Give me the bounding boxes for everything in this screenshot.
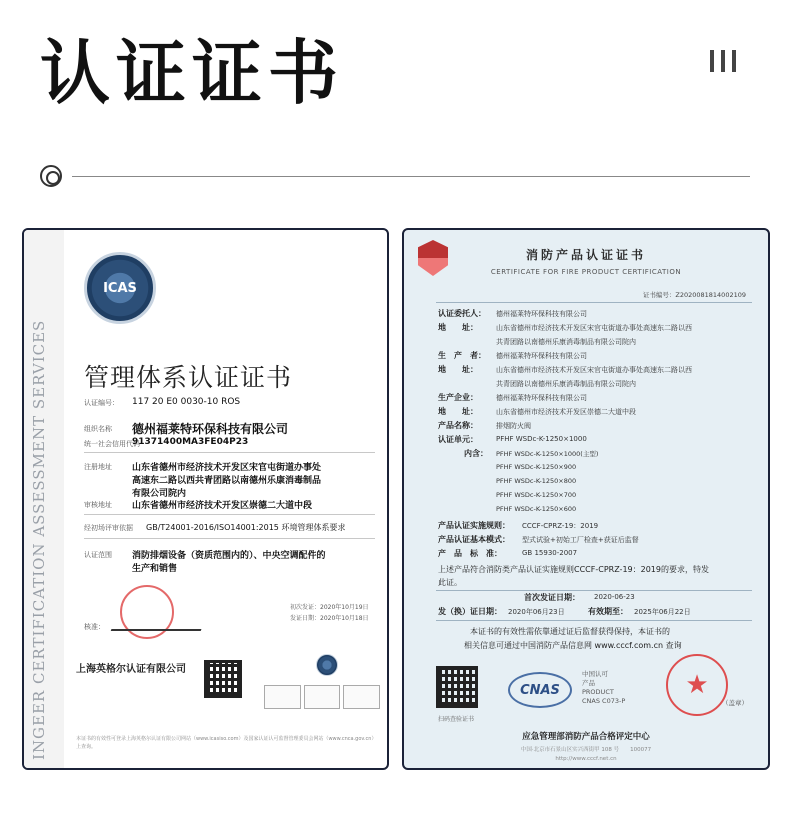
cert-subtitle: CERTIFICATE FOR FIRE PRODUCT CERTIFICATION	[490, 268, 682, 276]
signature	[111, 613, 208, 631]
first-date: 2020-06-23	[594, 593, 635, 601]
cert-title: 消防产品认证证书	[525, 248, 646, 262]
issuer: 上海英格尔认证有限公司	[76, 664, 186, 675]
credit-label: 统一社会信用代码	[84, 440, 140, 448]
reg-address-line: 高速东二路以西共青团路以南德州乐康消毒制品	[132, 476, 322, 486]
cert-title: 管理体系认证证书	[84, 363, 293, 392]
models-label: 内含：	[464, 449, 488, 458]
management-system-certificate[interactable]	[22, 228, 389, 770]
icas-seal-icon	[84, 252, 156, 324]
qr-code-icon	[436, 666, 478, 708]
issuer-address: 中国·北京市石景山区实兴西街甲 108 号 100077	[520, 747, 652, 753]
signer-label: 核准：	[84, 623, 105, 631]
field-label: 认证委托人：	[438, 309, 486, 318]
cnas-info-line: 产品	[582, 679, 595, 687]
seal-text: ICAS	[103, 281, 137, 296]
divider	[436, 620, 752, 621]
issue-date-label: 发（换）证日期：	[438, 607, 502, 616]
field-value: 共青团路以南德州乐康消毒制品有限公司院内	[496, 380, 636, 388]
red-seal-icon	[666, 654, 728, 716]
field-value: 德州福莱特环保科技有限公司	[496, 310, 587, 318]
field-label: 地 址：	[438, 323, 478, 332]
divider	[84, 538, 375, 539]
issuer-website: http://www.cccf.net.cn	[555, 756, 617, 762]
std: GB 15930-2007	[522, 549, 578, 557]
issue-date: 2020年06月23日	[508, 608, 565, 616]
field-value: PFHF WSDc-K-1250×1000	[496, 435, 587, 443]
model-item: PFHF WSDc-K-1250×1000(主型)	[496, 450, 599, 458]
validity-text: 本证书的有效性需依靠通过证后监督获得保持，本证书的	[470, 627, 670, 636]
credit-code: 91371400MA3FE04P23	[132, 437, 249, 447]
registrant-label: 组织名称	[84, 425, 112, 433]
circle-target-icon	[40, 165, 62, 187]
field-label: 生 产 者：	[438, 351, 486, 360]
cnas-info-line: 中国认可	[582, 670, 608, 678]
divider	[84, 452, 375, 453]
menu-icon[interactable]	[710, 50, 738, 72]
mode: 型式试验+初始工厂检查+获证后监督	[522, 536, 639, 544]
cert-no: 证书编号：Z2020081814002109	[642, 291, 746, 299]
field-value: 德州福莱特环保科技有限公司	[496, 394, 587, 402]
mode-label: 产品认证基本模式：	[438, 535, 510, 544]
std-label: 产 品 标 准：	[438, 549, 502, 558]
page-title: 认证证书	[40, 32, 344, 114]
divider	[436, 302, 752, 303]
cert-no-label: 认证编号：	[84, 399, 119, 407]
model-item: PFHF WSDc-K-1250×800	[496, 477, 577, 485]
scope-line: 生产和销售	[132, 564, 178, 574]
field-label: 地 址：	[438, 365, 478, 374]
rule-label: 产品认证实施规则：	[438, 521, 510, 530]
fire-product-certificate[interactable]	[402, 228, 770, 770]
reg-address-label: 注册地址	[84, 463, 112, 471]
current-issue-date: 发证日期：2020年10月18日	[290, 615, 369, 622]
cnas-info-line: CNAS C073-P	[582, 697, 626, 705]
standard: GB/T24001-2016/ISO14001:2015 环境管理体系要求	[146, 523, 346, 532]
side-vertical-text: INGEER CERTIFICATION ASSESSMENT SERVICES	[30, 319, 48, 760]
first-issue-date: 初次发证：2020年10月19日	[290, 604, 369, 611]
reg-address-line: 山东省德州市经济技术开发区宋官屯街道办事处	[132, 463, 322, 473]
field-label: 地 址：	[438, 407, 478, 416]
divider	[436, 590, 752, 591]
cnas-info	[582, 670, 625, 706]
audit-address: 山东省德州市经济技术开发区崇德二大道中段	[132, 501, 313, 511]
cnas-info-line: PRODUCT	[582, 688, 614, 696]
reg-address-line: 有限公司院内	[132, 489, 187, 499]
accreditation-badges	[264, 685, 380, 709]
field-value: 山东省德州市经济技术开发区宋官屯街道办事处高速东二路以西	[496, 366, 692, 374]
field-value: 德州福莱特环保科技有限公司	[496, 352, 587, 360]
cnas-logo-icon: CNAS	[508, 672, 572, 708]
validity-text: 相关信息可通过中国消防产品信息网 www.cccf.com.cn 查询	[464, 641, 682, 650]
expire-date: 2025年06月22日	[634, 608, 691, 616]
model-item: PFHF WSDc-K-1250×700	[496, 491, 577, 499]
field-label: 认证单元：	[438, 435, 478, 444]
conform-text: 此证。	[438, 578, 462, 587]
footnote: 本证书的有效性可登录上海英格尔认证有限公司网站（www.icasiso.com）及国家认证认可监督管理委员会网站（www.cnca.gov.cn）上查询。	[76, 736, 377, 750]
field-value: 排烟防火阀	[496, 422, 531, 430]
qr-code-icon	[204, 660, 242, 698]
seal-note: （盖章）	[722, 699, 748, 707]
audit-address-label: 审核地址	[84, 501, 112, 509]
small-icas-icon	[316, 654, 338, 676]
scope-label: 认证范围	[84, 551, 112, 559]
model-item: PFHF WSDc-K-1250×900	[496, 463, 577, 471]
field-value: 共青团路以南德州乐康消毒制品有限公司院内	[496, 338, 636, 346]
field-value: 山东省德州市经济技术开发区崇德二大道中段	[496, 408, 636, 416]
qr-caption: 扫码查验证书	[437, 716, 474, 723]
cert-no: 117 20 E0 0030-10 ROS	[132, 397, 241, 407]
expire-label: 有效期至：	[588, 607, 628, 616]
standard-label: 经初场评审依据	[84, 524, 133, 532]
field-label: 生产企业：	[438, 393, 478, 402]
divider	[84, 514, 375, 515]
field-value: 山东省德州市经济技术开发区宋官屯街道办事处高速东二路以西	[496, 324, 692, 332]
rule: CCCF-CPRZ-19：2019	[522, 522, 599, 530]
scope-line: 消防排烟设备（资质范围内的）、中央空调配件的	[132, 551, 326, 561]
field-label: 产品名称：	[438, 421, 478, 430]
registrant: 德州福莱特环保科技有限公司	[132, 422, 289, 436]
model-item: PFHF WSDc-K-1250×600	[496, 505, 577, 513]
conform-text: 上述产品符合消防类产品认证实施规则CCCF-CPRZ-19：2019的要求，特发	[438, 565, 709, 574]
issuer: 应急管理部消防产品合格评定中心	[522, 732, 650, 742]
first-date-label: 首次发证日期：	[524, 593, 580, 602]
header-divider	[72, 176, 750, 177]
